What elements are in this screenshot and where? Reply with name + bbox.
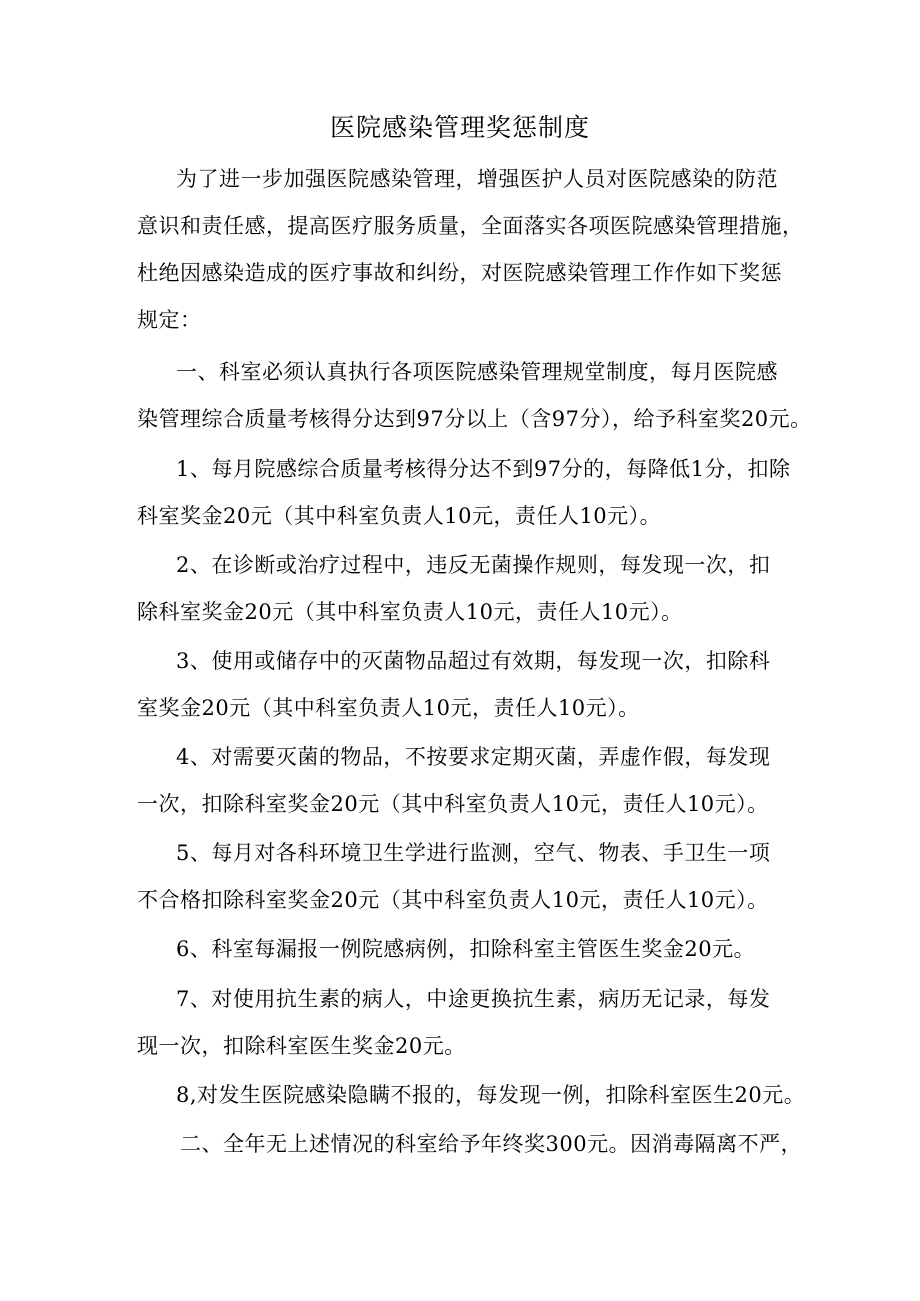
item-3-line-1: 3、使用或储存中的灭菌物品超过有效期，每发现一次，扣除科 — [176, 649, 771, 673]
item-5-line-2: 不合格扣除科室奖金20元（其中科室负责人10元，责任人10元）。 — [137, 888, 769, 912]
item-6-line-1: 6、科室每漏报一例院感病例，扣除科室主管医生奖金20元。 — [176, 937, 756, 961]
item-8-line-1: 8,对发生医院感染隐瞒不报的，每发现一例，扣除科室医生20元。 — [176, 1083, 806, 1107]
item-5-line-1: 5、每月对各科环境卫生学进行监测，空气、物表、手卫生一项 — [176, 841, 771, 865]
document-title: 医院感染管理奖惩制度 — [329, 113, 590, 142]
item-1-line-1: 1、每月院感综合质量考核得分达不到97分的，每降低1分，扣除 — [176, 457, 791, 481]
item-1-line-2: 科室奖金20元（其中科室负责人10元，责任人10元）。 — [137, 504, 662, 528]
section1-line-2: 染管理综合质量考核得分达到97分以上（含97分），给予科室奖20元。 — [137, 407, 812, 431]
intro-line-1: 为了进一步加强医院感染管理，增强医护人员对医院感染的防范 — [176, 167, 778, 191]
item-3-line-2: 室奖金20元（其中科室负责人10元，责任人10元）。 — [137, 696, 640, 720]
item-2-line-1: 2、在诊断或治疗过程中，违反无菌操作规则，每发现一次，扣 — [176, 553, 771, 577]
intro-line-4: 规定： — [137, 308, 202, 332]
item-7-line-2: 现一次，扣除科室医生奖金20元。 — [137, 1034, 466, 1058]
section2-line-1: 二、全年无上述情况的科室给予年终奖300元。因消毒隔离不严， — [180, 1132, 803, 1156]
item-4-line-2: 一次，扣除科室奖金20元（其中科室负责人10元，责任人10元）。 — [137, 792, 769, 816]
item-2-line-2: 除科室奖金20元（其中科室负责人10元，责任人10元）。 — [137, 600, 683, 624]
intro-line-2: 意识和责任感，提高医疗服务质量，全面落实各项医院感染管理措施， — [137, 214, 804, 238]
item-7-line-1: 7、对使用抗生素的病人，中途更换抗生素，病历无记录，每发 — [176, 987, 771, 1011]
intro-line-3: 杜绝因感染造成的医疗事故和纠纷，对医院感染管理工作作如下奖惩 — [137, 261, 782, 285]
section1-line-1: 一、科室必须认真执行各项医院感染管理规堂制度，每月医院感 — [176, 360, 778, 384]
item-4-line-1: 4、对需要灭菌的物品，不按要求定期灭菌，弄虚作假，每发现 — [176, 745, 771, 769]
